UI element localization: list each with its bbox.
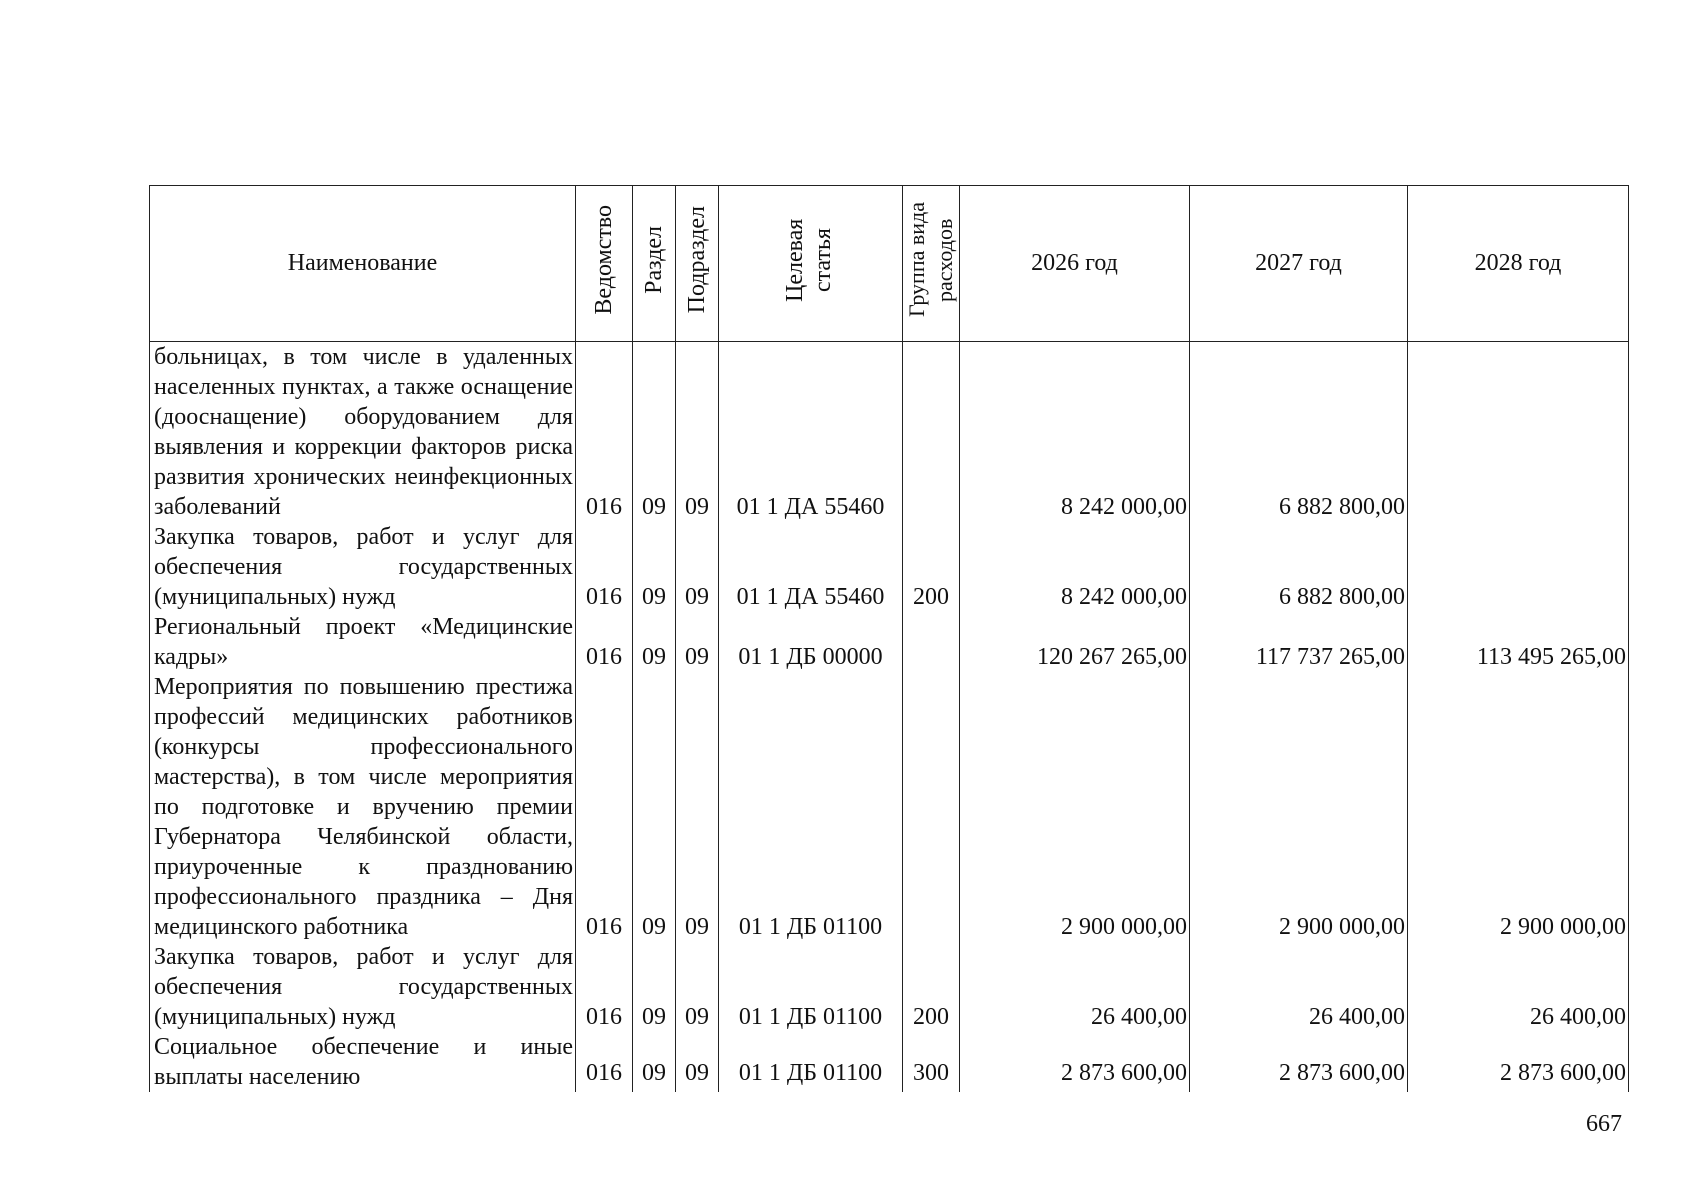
header-razdel: Раздел <box>633 186 676 342</box>
row-2026: 8 242 000,00 <box>960 342 1190 523</box>
table-row <box>150 672 1629 942</box>
row-name: Социальное обеспечение и иные выплаты населению <box>150 1032 576 1092</box>
row-2027: 117 737 265,00 <box>1190 612 1408 672</box>
row-vedomstvo: 016 <box>576 522 633 612</box>
row-name: Мероприятия по повышению престижа профессий медицинских работников (конкурсы профессионального мастерства), в том числе мероприятия по подготовке и вручению премии Губернатора Челябинской области, приуроченные к празднованию профессионального праздника – Дня медицинского работника <box>150 672 576 942</box>
table-row <box>150 1032 1629 1092</box>
row-2028 <box>1408 522 1629 612</box>
row-vid-rashodov: 200 <box>903 522 960 612</box>
row-razdel: 09 <box>633 612 676 672</box>
row-vedomstvo: 016 <box>576 1032 633 1092</box>
row-vedomstvo: 016 <box>576 342 633 523</box>
row-podrazdel: 09 <box>676 942 719 1032</box>
row-vid-rashodov: 200 <box>903 942 960 1032</box>
budget-table <box>149 185 1629 1092</box>
row-razdel: 09 <box>633 1032 676 1092</box>
header-2026: 2026 год <box>960 186 1190 342</box>
row-podrazdel: 09 <box>676 1032 719 1092</box>
row-2026: 8 242 000,00 <box>960 522 1190 612</box>
row-2028: 26 400,00 <box>1408 942 1629 1032</box>
row-vedomstvo: 016 <box>576 612 633 672</box>
row-vedomstvo: 016 <box>576 672 633 942</box>
row-name: Закупка товаров, работ и услуг для обеспечения государственных (муниципальных) нужд <box>150 522 576 612</box>
table-row <box>150 612 1629 672</box>
row-vid-rashodov <box>903 342 960 523</box>
row-celevaya-statya: 01 1 ДА 55460 <box>719 522 903 612</box>
row-celevaya-statya: 01 1 ДБ 01100 <box>719 672 903 942</box>
row-vid-rashodov: 300 <box>903 1032 960 1092</box>
row-podrazdel: 09 <box>676 342 719 523</box>
row-celevaya-statya: 01 1 ДБ 00000 <box>719 612 903 672</box>
row-2026: 120 267 265,00 <box>960 612 1190 672</box>
row-razdel: 09 <box>633 342 676 523</box>
table-row <box>150 942 1629 1032</box>
row-2027: 26 400,00 <box>1190 942 1408 1032</box>
row-vid-rashodov <box>903 612 960 672</box>
row-celevaya-statya: 01 1 ДБ 01100 <box>719 1032 903 1092</box>
header-vedomstvo: Ведомство <box>576 186 633 342</box>
row-razdel: 09 <box>633 522 676 612</box>
header-2027: 2027 год <box>1190 186 1408 342</box>
row-2027: 2 900 000,00 <box>1190 672 1408 942</box>
row-2026: 2 873 600,00 <box>960 1032 1190 1092</box>
row-celevaya-statya: 01 1 ДБ 01100 <box>719 942 903 1032</box>
table-header-row <box>150 186 1629 342</box>
row-razdel: 09 <box>633 672 676 942</box>
row-vid-rashodov <box>903 672 960 942</box>
row-2026: 2 900 000,00 <box>960 672 1190 942</box>
header-name: Наименование <box>150 186 576 342</box>
table-row <box>150 522 1629 612</box>
row-2028 <box>1408 342 1629 523</box>
row-2027: 6 882 800,00 <box>1190 342 1408 523</box>
header-celevaya-statya: Целевая статья <box>719 186 903 342</box>
row-razdel: 09 <box>633 942 676 1032</box>
row-name: Закупка товаров, работ и услуг для обеспечения государственных (муниципальных) нужд <box>150 942 576 1032</box>
row-2028: 2 900 000,00 <box>1408 672 1629 942</box>
row-2026: 26 400,00 <box>960 942 1190 1032</box>
row-2028: 113 495 265,00 <box>1408 612 1629 672</box>
header-2028: 2028 год <box>1408 186 1629 342</box>
row-2028: 2 873 600,00 <box>1408 1032 1629 1092</box>
page-number: 667 <box>1586 1111 1622 1137</box>
row-vedomstvo: 016 <box>576 942 633 1032</box>
row-name: Региональный проект «Медицинские кадры» <box>150 612 576 672</box>
row-podrazdel: 09 <box>676 672 719 942</box>
row-2027: 2 873 600,00 <box>1190 1032 1408 1092</box>
table-row <box>150 342 1629 523</box>
row-podrazdel: 09 <box>676 522 719 612</box>
header-gruppa-vida-rashodov: Группа вида расходов <box>903 186 960 342</box>
row-name: больницах, в том числе в удаленных населенных пунктах, а также оснащение (дооснащение) оборудованием для выявления и коррекции факторов риска развития хронических неинфекционных заболеваний <box>150 342 576 523</box>
row-2027: 6 882 800,00 <box>1190 522 1408 612</box>
row-podrazdel: 09 <box>676 612 719 672</box>
header-podrazdel: Подраздел <box>676 186 719 342</box>
row-celevaya-statya: 01 1 ДА 55460 <box>719 342 903 523</box>
